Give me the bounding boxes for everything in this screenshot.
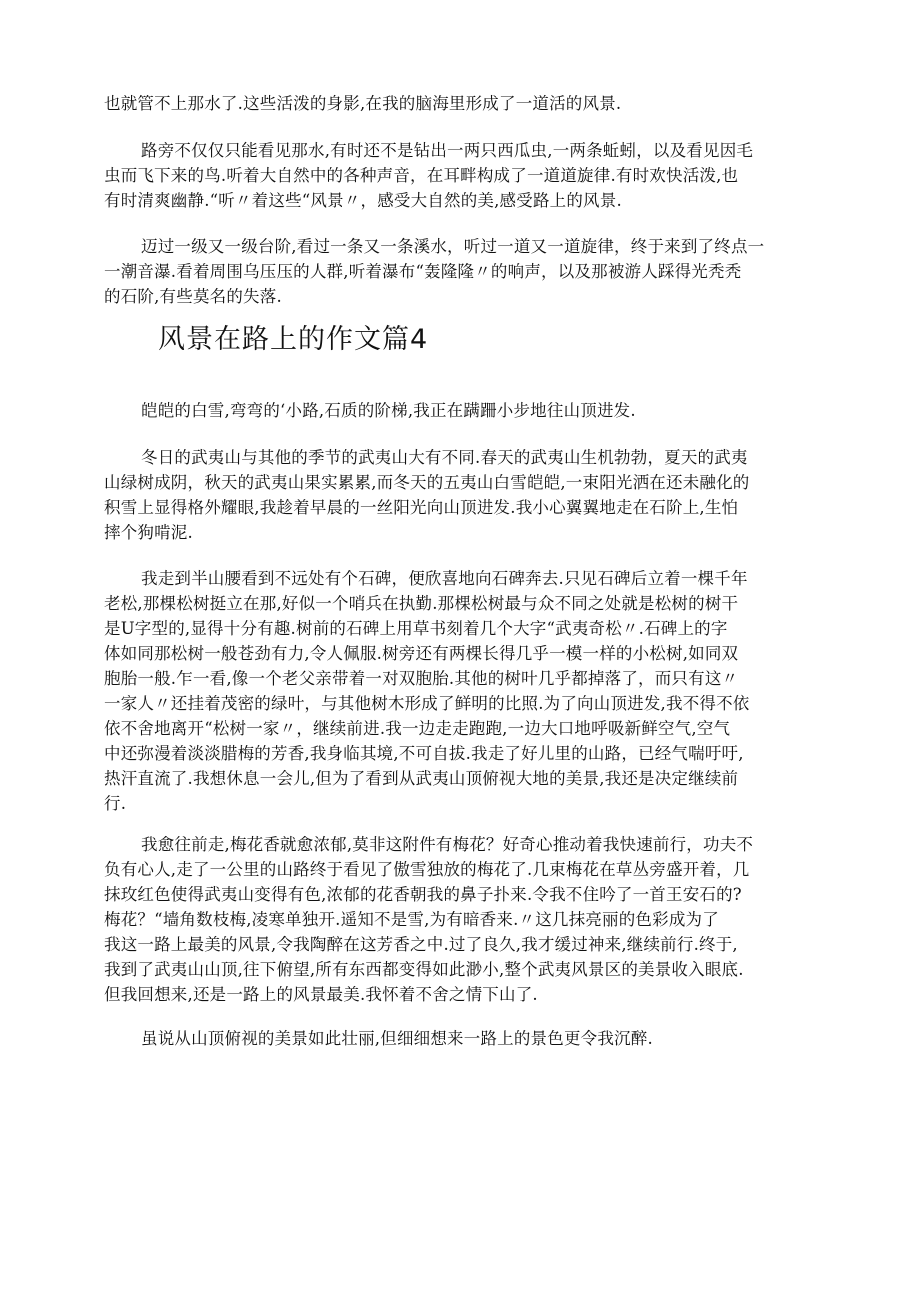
text-line: 迈过一级又一级台阶,看过一条又一条溪水，听过一道又一道旋律，终于来到了终点一 [141, 237, 765, 256]
text-line: 热汗直流了.我想休息一会儿,但为了看到从武夷山顶俯视大地的美景,我还是决定继续前 [104, 769, 739, 788]
text-line: 虽说从山顶俯视的美景如此壮丽,但细细想来一路上的景色更令我沉醉. [141, 1029, 653, 1048]
text-line: 我愈往前走,梅花香就愈浓郁,莫非这附件有梅花？好奇心推动着我快速前行，功夫不 [141, 835, 754, 854]
paragraph-6 [104, 566, 804, 816]
paragraph-3 [104, 234, 804, 309]
text-line: 我这一路上最美的风景,令我陶醉在这芳香之中.过了良久,我才缓过神来,继续前行.终于, [104, 935, 738, 954]
text-line: 一家人〃还挂着茂密的绿叶，与其他树木形成了鲜明的比照.为了向山顶进发,我不得不依 [104, 694, 750, 713]
text-line: 但我回想来,还是一路上的风景最美.我怀着不舍之情下山了. [104, 985, 538, 1004]
text-line: 路旁不仅仅只能看见那水,有时还不是钻出一两只西瓜虫,一两条蚯蚓，以及看见因毛 [141, 141, 754, 160]
text-line: 皑皑的白雪,弯弯的‘小路,石质的阶梯,我正在蹒跚小步地往山顶进发. [141, 401, 636, 420]
text-line: 山绿树成阴，秋天的武夷山果实累累,而冬天的五夷山白雪皑皑,一束阳光洒在还未融化的 [104, 473, 750, 492]
text-line: 中还弥漫着淡淡腊梅的芳香,我身临其境,不可自拔.我走了好儿里的山路，已经气喘吁吁, [104, 744, 744, 763]
text-line: 胞胎一般.乍一看,像一个老父亲带着一对双胞胎.其他的树叶几乎都掉落了，而只有这〃 [104, 669, 739, 688]
section-heading: 风景在路上的作文篇4 [158, 324, 429, 355]
text-line: 梅花？“墙角数枝梅,凌寒单独开.遥知不是雪,为有暗香来.〃这几抹亮丽的色彩成为了 [104, 910, 719, 929]
text-line: 积雪上显得格外耀眼,我趁着早晨的一丝阳光向山顶进发.我小心翼翼地走在石阶上,生怕 [104, 498, 739, 517]
text-line: 也就管不上那水了.这些活泼的身影,在我的脑海里形成了一道活的风景. [104, 94, 622, 113]
text-line: 老松,那棵松树挺立在那,好似一个哨兵在执勤.那棵松树最与众不同之处就是松树的树干 [104, 594, 739, 613]
text-line: 的石阶,有些莫名的失落. [104, 287, 282, 306]
text-line: 虫而飞下来的鸟.听着大自然中的各种声音，在耳畔构成了一道道旋律.有时欢快活泼,也 [104, 166, 739, 185]
paragraph-7 [104, 832, 804, 1007]
text-line: 是U字型的,显得十分有趣.树前的石碑上用草书刻着几个大字“武夷奇松〃.石碑上的字 [104, 619, 728, 638]
text-line: 我到了武夷山山顶,往下俯望,所有东西都变得如此渺小,整个武夷风景区的美景收入眼底. [104, 960, 744, 979]
paragraph-5 [104, 445, 804, 545]
text-line: 体如同那松树一般苍劲有力,令人佩服.树旁还有两棵长得几乎一模一样的小松树,如同双 [104, 644, 739, 663]
paragraph-2 [104, 138, 804, 213]
text-line: 摔个狗啃泥. [104, 523, 193, 542]
paragraph-4 [104, 398, 804, 423]
text-line: 有时清爽幽静.“听〃着这些“风景〃，感受大自然的美,感受路上的风景. [104, 191, 622, 210]
text-line: 我走到半山腰看到不远处有个石碑，便欣喜地向石碑奔去.只见石碑后立着一棵千年 [141, 569, 748, 588]
text-line: 负有心人,走了一公里的山路终于看见了傲雪独放的梅花了.几束梅花在草丛旁盛开着，几 [104, 860, 750, 879]
paragraph-1 [104, 91, 804, 116]
text-line: 抹玫红色使得武夷山变得有色,浓郁的花香朝我的鼻子扑来.令我不住吟了一首王安石的? [104, 885, 742, 904]
text-line: 冬日的武夷山与其他的季节的武夷山大有不同.春天的武夷山生机勃勃，夏天的武夷 [141, 448, 748, 467]
text-line: 依不舍地离开“松树一家〃，继续前进.我一边走走跑跑,一边大口地呼吸新鲜空气,空气 [104, 719, 731, 738]
text-line: 一潮音瀑.看着周围乌压压的人群,听着瀑布“轰隆隆〃的响声，以及那被游人踩得光秃秃 [104, 262, 742, 281]
paragraph-8 [104, 1026, 804, 1051]
text-line: 行. [104, 794, 127, 813]
